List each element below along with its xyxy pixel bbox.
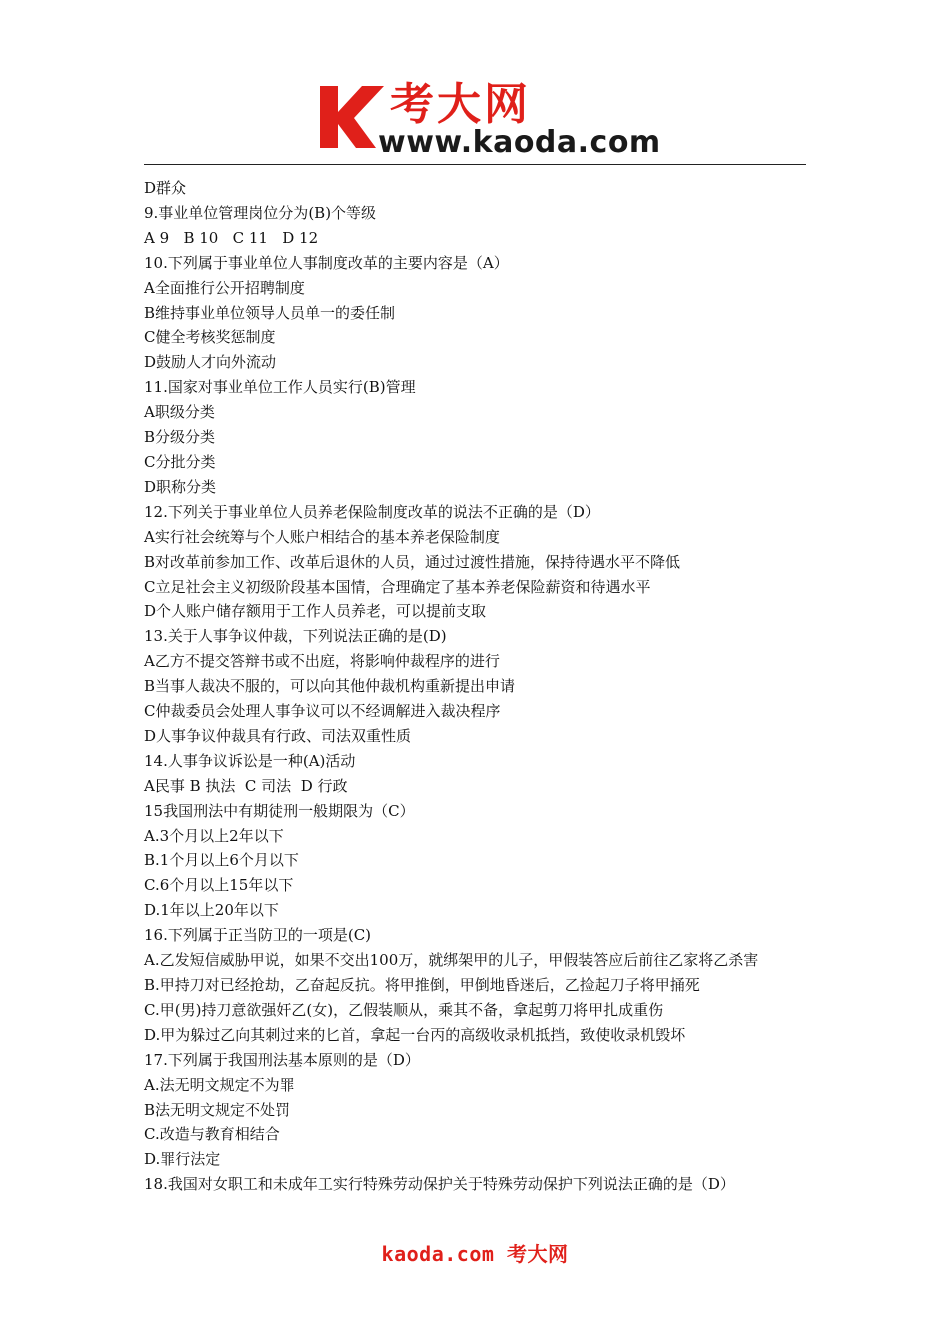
text-line: D人事争议仲裁具有行政、司法双重性质 — [144, 726, 412, 745]
text-line: D个人账户储存额用于工作人员养老，可以提前支取 — [144, 602, 487, 621]
text-line: 17.下列属于我国刑法基本原则的是（D） — [144, 1050, 420, 1069]
text-line: 12.下列关于事业单位人员养老保险制度改革的说法不正确的是（D） — [144, 502, 600, 521]
text-line: A 9 B 10 C 11 D 12 — [144, 228, 319, 247]
text-line: B对改革前参加工作、改革后退休的人员，通过过渡性措施，保持待遇水平不降低 — [144, 552, 681, 571]
text-line: A乙方不提交答辩书或不出庭，将影响仲裁程序的进行 — [144, 652, 500, 671]
logo-chinese-text: 考大网 — [390, 79, 531, 130]
text-line: 15我国刑法中有期徒刑一般期限为（C） — [144, 801, 415, 820]
text-line: D群众 — [144, 179, 187, 197]
text-line: D.罪行法定 — [144, 1150, 221, 1169]
text-line: 9.事业单位管理岗位分为(B)个等级 — [144, 203, 377, 222]
text-line: C.甲(男)持刀意欲强奸乙(女)，乙假装顺从，乘其不备，拿起剪刀将甲扎成重伤 — [144, 1000, 664, 1019]
text-line: 11.国家对事业单位工作人员实行(B)管理 — [144, 378, 416, 397]
text-line: B.甲持刀对已经抢劫，乙奋起反抗。将甲推倒，甲倒地昏迷后，乙捡起刀子将甲捅死 — [144, 976, 700, 994]
text-line: A实行社会统筹与个人账户相结合的基本养老保险制度 — [144, 527, 500, 546]
text-line: 13.关于人事争议仲裁，下列说法正确的是(D) — [144, 627, 447, 646]
text-line: B.1个月以上6个月以下 — [144, 851, 299, 870]
logo-url-text: www.kaoda.com — [378, 125, 661, 160]
kaoda-logo — [318, 79, 661, 162]
text-line: A民事 B 执法 C 司法 D 行政 — [144, 776, 348, 795]
text-line: 16.下列属于正当防卫的一项是(C) — [144, 926, 372, 945]
text-line: B法无明文规定不处罚 — [144, 1100, 291, 1119]
text-line: A.法无明文规定不为罪 — [144, 1075, 295, 1094]
text-line: 10.下列属于事业单位人事制度改革的主要内容是（A） — [144, 253, 509, 272]
page-header — [0, 0, 950, 166]
text-line: B分级分类 — [144, 428, 216, 447]
text-line: A.3个月以上2年以下 — [144, 826, 284, 845]
text-line: B维持事业单位领导人员单一的委任制 — [144, 303, 396, 322]
text-line: C立足社会主义初级阶段基本国情，合理确定了基本养老保险薪资和待遇水平 — [144, 577, 651, 596]
text-line: C健全考核奖惩制度 — [144, 328, 276, 347]
footer-text: kaoda.com 考大网 — [381, 1242, 569, 1266]
page-footer — [0, 1238, 950, 1267]
text-line: A职级分类 — [144, 403, 215, 422]
text-line: C仲裁委员会处理人事争议可以不经调解进入裁决程序 — [144, 702, 501, 721]
text-line: D鼓励人才向外流动 — [144, 353, 277, 372]
text-line: D.1年以上20年以下 — [144, 901, 279, 920]
text-line: 18.我国对女职工和未成年工实行特殊劳动保护关于特殊劳动保护下列说法正确的是（D） — [144, 1175, 735, 1194]
header-divider — [144, 164, 806, 165]
text-line: D职称分类 — [144, 477, 217, 496]
text-line: C分批分类 — [144, 452, 216, 471]
text-line: D.甲为躲过乙向其刺过来的匕首，拿起一台丙的高级收录机抵挡，致使收录机毁坏 — [144, 1025, 686, 1044]
text-line: 14.人事争议诉讼是一种(A)活动 — [144, 751, 356, 770]
text-line: A全面推行公开招聘制度 — [144, 278, 305, 297]
text-line: A.乙发短信威胁甲说，如果不交出100万，就绑架甲的儿子，甲假装答应后前往乙家将乙杀害 — [144, 951, 759, 970]
text-line: C.改造与教育相结合 — [144, 1125, 280, 1144]
text-line: C.6个月以上15年以下 — [144, 876, 294, 895]
document-body — [144, 176, 810, 1197]
text-line: B当事人裁决不服的，可以向其他仲裁机构重新提出申请 — [144, 677, 516, 696]
